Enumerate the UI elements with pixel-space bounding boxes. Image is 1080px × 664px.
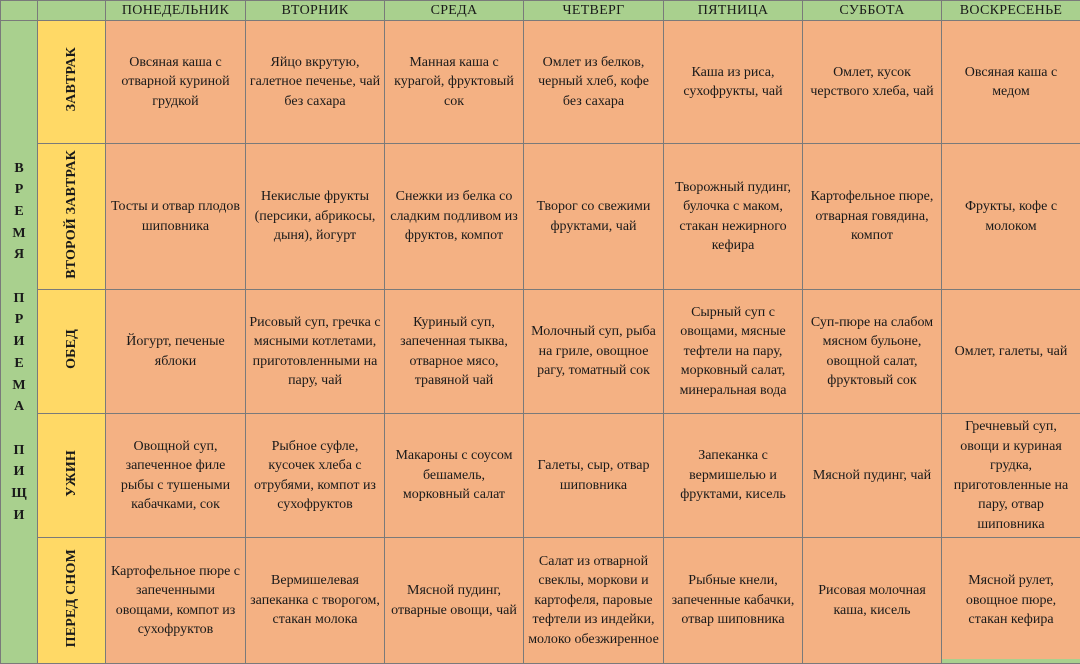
menu-cell: Некислые фрукты (персики, абрикосы, дыня), йогурт (246, 144, 385, 290)
day-header-wednesday: СРЕДА (385, 1, 524, 21)
meal-label-before-bed (38, 538, 106, 664)
menu-cell: Вермишелевая запеканка с творогом, стакан молока (246, 538, 385, 664)
meal-time-side-letters (4, 158, 34, 527)
side-label-letter: Е (14, 201, 23, 223)
day-header-saturday: СУББОТА (803, 1, 942, 21)
menu-cell: Овощной суп, запеченное филе рыбы с тушеными кабачками, сок (106, 414, 246, 538)
menu-cell: Мясной пудинг, отварные овощи, чай (385, 538, 524, 664)
menu-cell: Галеты, сыр, отвар шиповника (524, 414, 664, 538)
menu-cell: Мясной рулет, овощное пюре, стакан кефира (942, 538, 1080, 664)
meal-row-dinner (1, 414, 1080, 538)
menu-cell: Рыбное суфле, кусочек хлеба с отрубями, компот из сухофруктов (246, 414, 385, 538)
menu-cell: Рисовый суп, гречка с мясными котлетами, приготовленными на пару, чай (246, 290, 385, 414)
menu-cell: Каша из риса, сухофрукты, чай (664, 21, 803, 144)
meal-label-text: ЗАВТРАК (64, 47, 80, 111)
side-label-letter (17, 266, 21, 288)
header-row (1, 1, 1080, 21)
meal-time-side-label (1, 21, 38, 664)
day-header-sunday: ВОСКРЕСЕНЬЕ (942, 1, 1080, 21)
menu-cell: Картофельное пюре с запеченными овощами, компот из сухофруктов (106, 538, 246, 664)
side-label-letter: В (14, 158, 23, 180)
menu-cell: Рисовая молочная каша, кисель (803, 538, 942, 664)
meal-label-text: ВТОРОЙ ЗАВТРАК (64, 150, 80, 279)
menu-cell: Тосты и отвар плодов шиповника (106, 144, 246, 290)
menu-cell: Яйцо вкрутую, галетное печенье, чай без сахара (246, 21, 385, 144)
side-label-letter: П (14, 440, 25, 462)
menu-cell: Сырный суп с овощами, мясные тефтели на пару, морковный салат, минеральная вода (664, 290, 803, 414)
menu-cell: Омлет из белков, черный хлеб, кофе без сахара (524, 21, 664, 144)
side-label-letter: И (14, 331, 25, 353)
side-label-letter: Я (14, 244, 24, 266)
meal-label-text: ПЕРЕД СНОМ (64, 549, 80, 647)
day-header-friday: ПЯТНИЦА (664, 1, 803, 21)
side-label-letter: Щ (11, 483, 26, 505)
menu-cell: Рыбные кнели, запеченные кабачки, отвар шиповника (664, 538, 803, 664)
menu-cell: Суп-пюре на слабом мясном бульоне, овощной салат, фруктовый сок (803, 290, 942, 414)
menu-cell: Омлет, кусок черствого хлеба, чай (803, 21, 942, 144)
side-label-letter: Е (14, 353, 23, 375)
day-header-monday: ПОНЕДЕЛЬНИК (106, 1, 246, 21)
menu-cell: Салат из отварной свеклы, моркови и картофеля, паровые тефтели из индейки, молоко обезжиренное (524, 538, 664, 664)
menu-cell: Овсяная каша с отварной куриной грудкой (106, 21, 246, 144)
menu-cell: Манная каша с курагой, фруктовый сок (385, 21, 524, 144)
day-header-thursday: ЧЕТВЕРГ (524, 1, 664, 21)
menu-cell: Творожный пудинг, булочка с маком, стакан нежирного кефира (664, 144, 803, 290)
corner-cell (1, 1, 38, 21)
menu-cell: Омлет, галеты, чай (942, 290, 1080, 414)
decorative-underline (942, 659, 1080, 663)
meal-label-text: ОБЕД (64, 329, 80, 369)
menu-cell: Йогурт, печеные яблоки (106, 290, 246, 414)
menu-cell: Фрукты, кофе с молоком (942, 144, 1080, 290)
side-label-letter: А (14, 396, 24, 418)
menu-cell: Запеканка с вермишелью и фруктами, кисель (664, 414, 803, 538)
corner-cell (38, 1, 106, 21)
side-label-letter: Р (15, 309, 24, 331)
meal-row-breakfast (1, 21, 1080, 144)
meal-label-text: УЖИН (64, 450, 80, 497)
menu-cell: Творог со свежими фруктами, чай (524, 144, 664, 290)
side-label-letter: И (14, 505, 25, 527)
meal-row-before-bed (1, 538, 1080, 664)
side-label-letter: П (14, 288, 25, 310)
meal-label-lunch (38, 290, 106, 414)
menu-cell: Молочный суп, рыба на гриле, овощное рагу, томатный сок (524, 290, 664, 414)
menu-cell: Мясной пудинг, чай (803, 414, 942, 538)
day-header-tuesday: ВТОРНИК (246, 1, 385, 21)
menu-cell: Снежки из белка со сладким подливом из фруктов, компот (385, 144, 524, 290)
meal-label-second-breakfast (38, 144, 106, 290)
side-label-letter (17, 418, 21, 440)
side-label-letter: М (12, 223, 25, 245)
menu-cell: Макароны с соусом бешамель, морковный салат (385, 414, 524, 538)
side-label-letter: И (14, 461, 25, 483)
menu-cell: Гречневый суп, овощи и куриная грудка, приготовленные на пару, отвар шиповника (942, 414, 1080, 538)
side-label-letter: Р (15, 179, 24, 201)
menu-cell: Овсяная каша с медом (942, 21, 1080, 144)
side-label-letter: М (12, 375, 25, 397)
meal-label-dinner (38, 414, 106, 538)
meal-row-lunch (1, 290, 1080, 414)
menu-cell: Картофельное пюре, отварная говядина, компот (803, 144, 942, 290)
meal-label-breakfast (38, 21, 106, 144)
meal-row-second-breakfast (1, 144, 1080, 290)
menu-cell: Куриный суп, запеченная тыква, отварное мясо, травяной чай (385, 290, 524, 414)
